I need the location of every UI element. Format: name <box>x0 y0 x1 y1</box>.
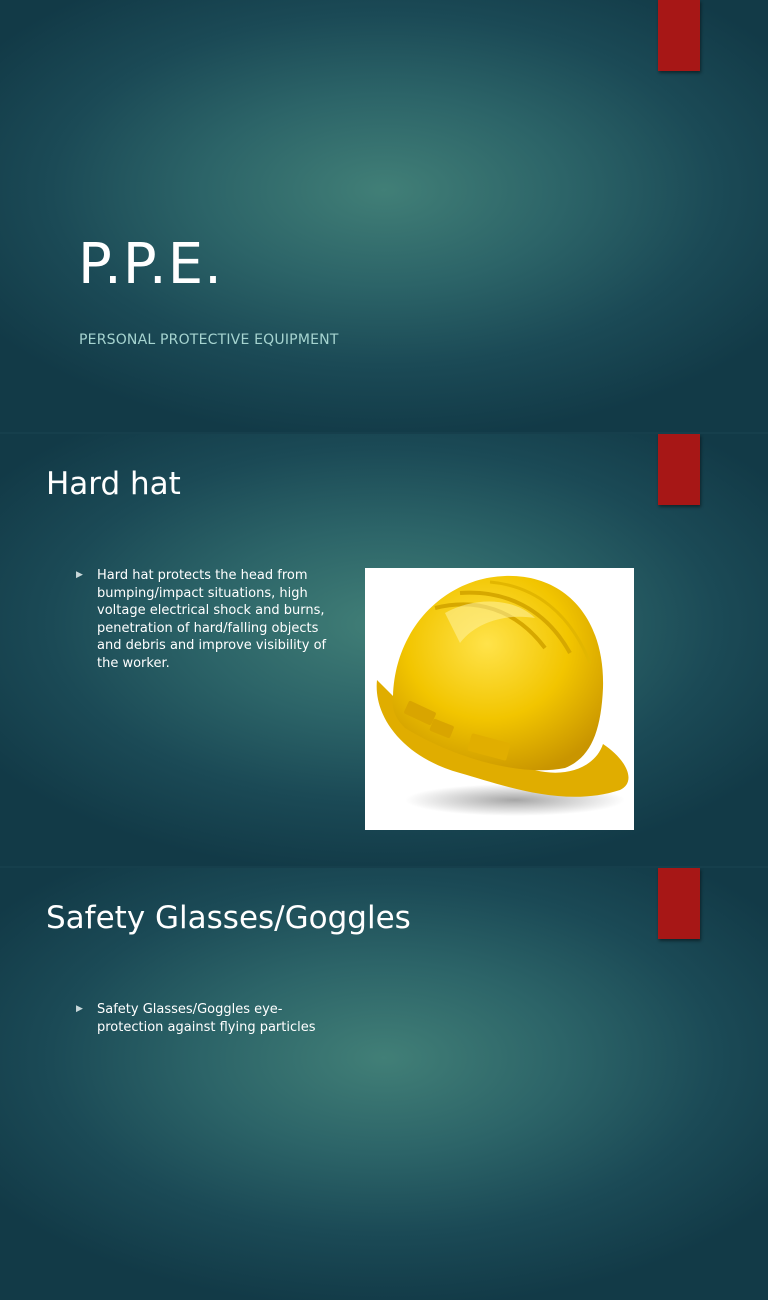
slide-accent-bar <box>658 434 700 505</box>
hard-hat-photo <box>365 568 634 830</box>
presentation-subtitle: PERSONAL PROTECTIVE EQUIPMENT <box>79 332 339 348</box>
bullet-list <box>76 567 338 672</box>
bullet-item: ▶ Safety Glasses/Goggles eye-protection against flying particles <box>76 1001 338 1036</box>
hard-hat-icon <box>365 568 634 830</box>
title-slide <box>0 0 768 432</box>
slide-accent-bar <box>658 0 700 71</box>
slide-heading: Hard hat <box>46 466 181 502</box>
hard-hat-slide <box>0 434 768 866</box>
slide-accent-bar <box>658 868 700 939</box>
slide-heading: Safety Glasses/Goggles <box>46 900 411 936</box>
presentation-title: P.P.E. <box>78 232 223 297</box>
bullet-item: ▶ Hard hat protects the head from bumping/impact situations, high voltage electrical shock and burns, penetration of hard/falling objects and debris and improve visibility of the worker. <box>76 567 338 672</box>
bullet-list <box>76 1001 338 1036</box>
safety-glasses-slide <box>0 868 768 1300</box>
